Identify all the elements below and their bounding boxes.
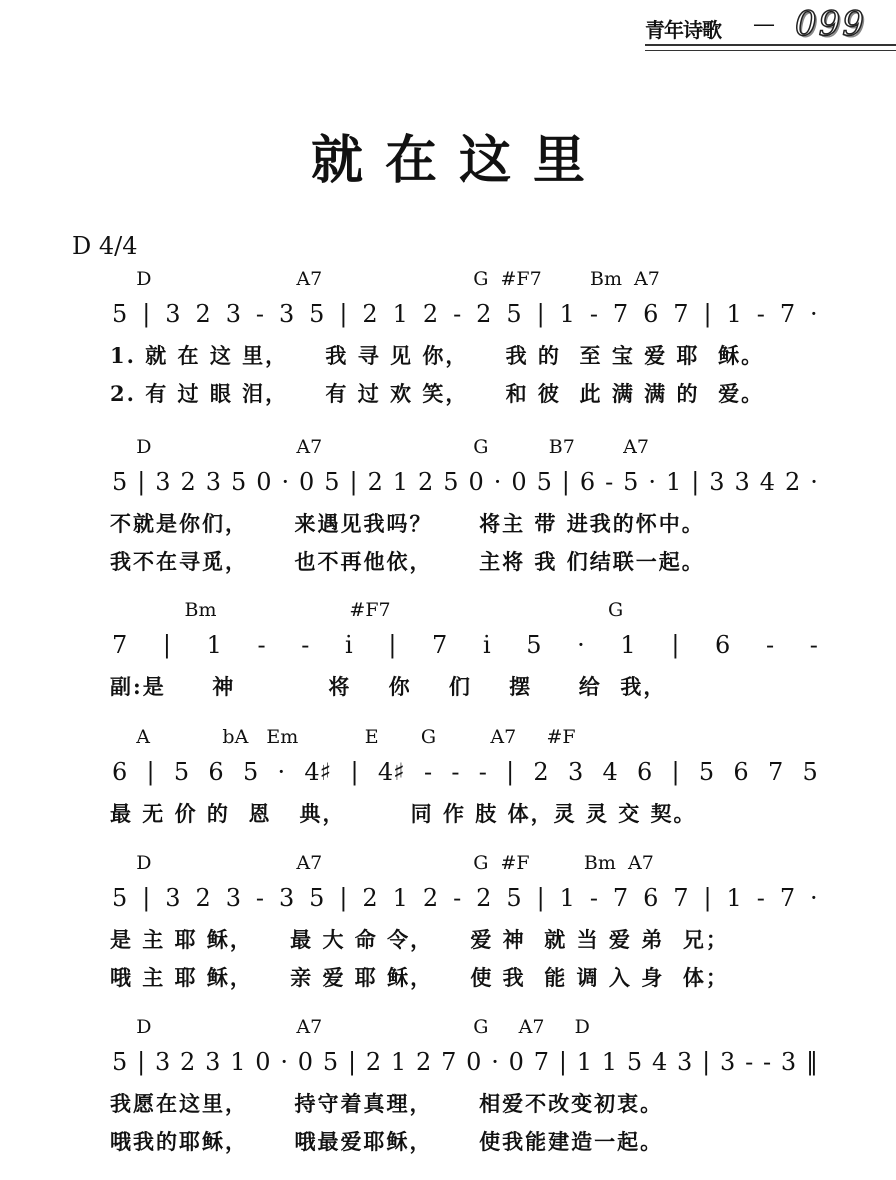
note: 7 <box>779 884 796 912</box>
lyric-line: 2. 有 过 眼 泪， 有 过 欢 笑， 和 彼 此 满 满 的 爱。 <box>110 381 765 406</box>
barline: | <box>671 758 680 786</box>
barline: | <box>388 631 397 659</box>
chord-line: D A7 G A7 D <box>100 1016 590 1038</box>
note: 6 <box>643 300 659 328</box>
note: 5 <box>506 884 522 912</box>
barline: | <box>142 300 151 328</box>
note: 1 <box>559 300 575 328</box>
note: 2 <box>533 758 549 786</box>
note: 0 <box>297 1048 314 1076</box>
note: - <box>451 758 460 786</box>
lyric-line: 副:是 神 将 你 们 摆 给 我， <box>110 674 667 699</box>
note: 3 <box>734 468 750 496</box>
barline: | <box>349 468 358 496</box>
note: 2 <box>476 300 492 328</box>
note: 3 <box>278 300 295 328</box>
note: 2 <box>476 884 492 912</box>
barline: | <box>146 758 155 786</box>
note: 5 <box>626 1048 643 1076</box>
note: 5 <box>802 758 818 786</box>
note: 4 <box>651 1048 668 1076</box>
book-title: 青年诗歌 <box>645 18 721 42</box>
note: 1 <box>726 300 742 328</box>
note: 3 <box>567 758 584 786</box>
note: 2 <box>195 300 211 328</box>
note: 1 <box>230 1048 246 1076</box>
note: 4♯ <box>377 758 405 786</box>
barline: | <box>702 1048 711 1076</box>
note: 7 <box>767 758 784 786</box>
note: 5 <box>324 468 340 496</box>
barline: | <box>703 300 712 328</box>
barline: | <box>137 1048 146 1076</box>
note: 5 <box>309 300 325 328</box>
note: ‖ <box>805 1048 818 1076</box>
note: 3 <box>205 468 222 496</box>
note: 0 <box>511 468 527 496</box>
barline: | <box>339 884 348 912</box>
note: · <box>280 1048 288 1076</box>
note: 1 <box>392 884 408 912</box>
note: - <box>453 884 462 912</box>
note: 7 <box>779 300 796 328</box>
note: 2 <box>180 1048 196 1076</box>
note: 0 <box>255 1048 271 1076</box>
note: - <box>605 468 614 496</box>
note: 1 <box>392 300 408 328</box>
note: 7 <box>673 884 689 912</box>
note: - <box>756 300 765 328</box>
note: - <box>257 631 266 659</box>
lyric-line: 哦 主 耶 稣， 亲 爱 耶 稣， 使 我 能 调 入 身 体； <box>110 965 729 990</box>
note: 1 <box>576 1048 592 1076</box>
note: 1 <box>601 1048 618 1076</box>
note: · <box>277 758 286 786</box>
note: - <box>756 884 765 912</box>
note: 2 <box>180 468 196 496</box>
note: 1 <box>390 1048 407 1076</box>
barline: | <box>671 631 680 659</box>
note: 3 <box>709 468 725 496</box>
note: 4♯ <box>304 758 332 786</box>
note: 3 <box>225 300 241 328</box>
note: - <box>478 758 487 786</box>
notes-line <box>112 468 818 496</box>
barline: | <box>536 300 545 328</box>
note: 3 <box>677 1048 693 1076</box>
page-header <box>645 4 896 48</box>
note: · <box>577 631 585 659</box>
lyric-line: 是 主 耶 稣， 最 大 命 令， 爱 神 就 当 爱 弟 兄； <box>110 927 729 952</box>
note: 3 <box>278 884 295 912</box>
note: 6 <box>637 758 653 786</box>
note: 3 <box>154 1048 171 1076</box>
note: 7 <box>673 300 689 328</box>
note: 5 <box>112 884 128 912</box>
header-dash: — <box>753 12 775 37</box>
note: 2 <box>362 884 378 912</box>
note: 7 <box>533 1048 550 1076</box>
barline: | <box>561 468 570 496</box>
note: · <box>281 468 290 496</box>
note: 0 <box>468 468 484 496</box>
note: 0 <box>466 1048 482 1076</box>
barline: | <box>142 884 151 912</box>
note: 3 <box>225 884 241 912</box>
note: 5 <box>112 300 128 328</box>
note: · <box>810 884 818 912</box>
barline: | <box>536 884 545 912</box>
lyric-line: 1. 就 在 这 里， 我 寻 见 你， 我 的 至 宝 爱 耶 稣。 <box>110 343 765 368</box>
note: - <box>762 1048 772 1076</box>
note: - <box>765 631 775 659</box>
note: 2 <box>365 1048 382 1076</box>
note: 5 <box>698 758 715 786</box>
note: 1 <box>726 884 742 912</box>
note: · <box>810 468 818 496</box>
barline: | <box>137 468 146 496</box>
note: 6 <box>208 758 224 786</box>
note: · <box>491 1048 499 1076</box>
note: 0 <box>299 468 315 496</box>
note: 1 <box>620 631 636 659</box>
note: 7 <box>612 300 629 328</box>
notes-line <box>112 758 818 786</box>
note: 3 <box>165 884 181 912</box>
barline: | <box>558 1048 567 1076</box>
note: - <box>255 884 265 912</box>
barline: | <box>506 758 515 786</box>
notes-line <box>112 1048 818 1076</box>
barline: | <box>347 1048 357 1076</box>
note: 3 <box>165 300 181 328</box>
note: - <box>809 631 818 659</box>
note: 3 <box>720 1048 736 1076</box>
note: 0 <box>256 468 272 496</box>
note: 1 <box>392 468 409 496</box>
barline: | <box>691 468 700 496</box>
note: 2 <box>195 884 211 912</box>
note: 2 <box>362 300 378 328</box>
barline: | <box>162 631 171 659</box>
note: 2 <box>418 468 434 496</box>
note: 5 <box>322 1048 339 1076</box>
note: i <box>345 631 353 659</box>
note: 5 <box>242 758 259 786</box>
notes-line <box>112 884 818 912</box>
note: 7 <box>441 1048 457 1076</box>
note: 1 <box>559 884 575 912</box>
barline: | <box>350 758 359 786</box>
note: 2 <box>784 468 801 496</box>
note: 5 <box>112 1048 128 1076</box>
note: 6 <box>733 758 749 786</box>
chord-line: A bA Em E G A7 #F <box>100 726 576 748</box>
note: - <box>589 300 598 328</box>
note: 6 <box>579 468 596 496</box>
lyric-line: 我不在寻觅， 也不再他依， 主将 我 们结联一起。 <box>110 549 705 574</box>
note: 6 <box>715 631 731 659</box>
note: 5 <box>230 468 247 496</box>
note: - <box>255 300 265 328</box>
barline: | <box>339 300 348 328</box>
note: 6 <box>112 758 128 786</box>
note: 6 <box>643 884 659 912</box>
note: 2 <box>422 884 439 912</box>
note: 5 <box>309 884 325 912</box>
note: - <box>301 631 310 659</box>
note: 2 <box>416 1048 432 1076</box>
chord-line: D A7 G #F7 Bm A7 <box>100 268 660 290</box>
note: 5 <box>112 468 128 496</box>
lyric-line: 哦我的耶稣， 哦最爱耶稣， 使我能建造一起。 <box>110 1129 664 1154</box>
note: i <box>482 631 491 659</box>
note: - <box>453 300 462 328</box>
note: 5 <box>536 468 552 496</box>
note: 7 <box>612 884 629 912</box>
chord-line: Bm #F7 G <box>100 599 624 621</box>
note: 5 <box>443 468 459 496</box>
notes-line <box>112 300 818 328</box>
note: · <box>493 468 502 496</box>
note: 2 <box>422 300 439 328</box>
note: 2 <box>367 468 383 496</box>
note: 5 <box>506 300 522 328</box>
song-title: 就在这里 <box>310 131 607 191</box>
note: - <box>423 758 433 786</box>
chord-line: D A7 G #F Bm A7 <box>100 852 654 874</box>
barline: | <box>703 884 712 912</box>
note: - <box>745 1048 754 1076</box>
lyric-line: 我愿在这里， 持守着真理， 相爱不改变初衷。 <box>110 1091 664 1116</box>
note: · <box>648 468 657 496</box>
page-number: 099 <box>795 4 866 44</box>
chord-line: D A7 G B7 A7 <box>100 436 649 458</box>
lyric-line: 最 无 价 的 恩 典， 同 作 肢 体，灵 灵 交 契。 <box>110 801 697 826</box>
note: 5 <box>526 631 542 659</box>
note: 5 <box>173 758 190 786</box>
note: 1 <box>206 631 222 659</box>
note: 3 <box>205 1048 221 1076</box>
note: - <box>589 884 598 912</box>
note: 7 <box>112 631 128 659</box>
notes-line <box>112 631 818 659</box>
note: 3 <box>155 468 171 496</box>
note: 3 <box>780 1048 797 1076</box>
note: 5 <box>623 468 639 496</box>
key-signature: D 4/4 <box>72 232 138 260</box>
note: 4 <box>759 468 775 496</box>
note: 1 <box>665 468 682 496</box>
note: · <box>810 300 818 328</box>
note: 7 <box>432 631 448 659</box>
header-rule <box>645 44 896 51</box>
note: 0 <box>508 1048 524 1076</box>
lyric-line: 不就是你们， 来遇见我吗？ 将主 带 进我的怀中。 <box>110 511 705 536</box>
note: 4 <box>602 758 618 786</box>
